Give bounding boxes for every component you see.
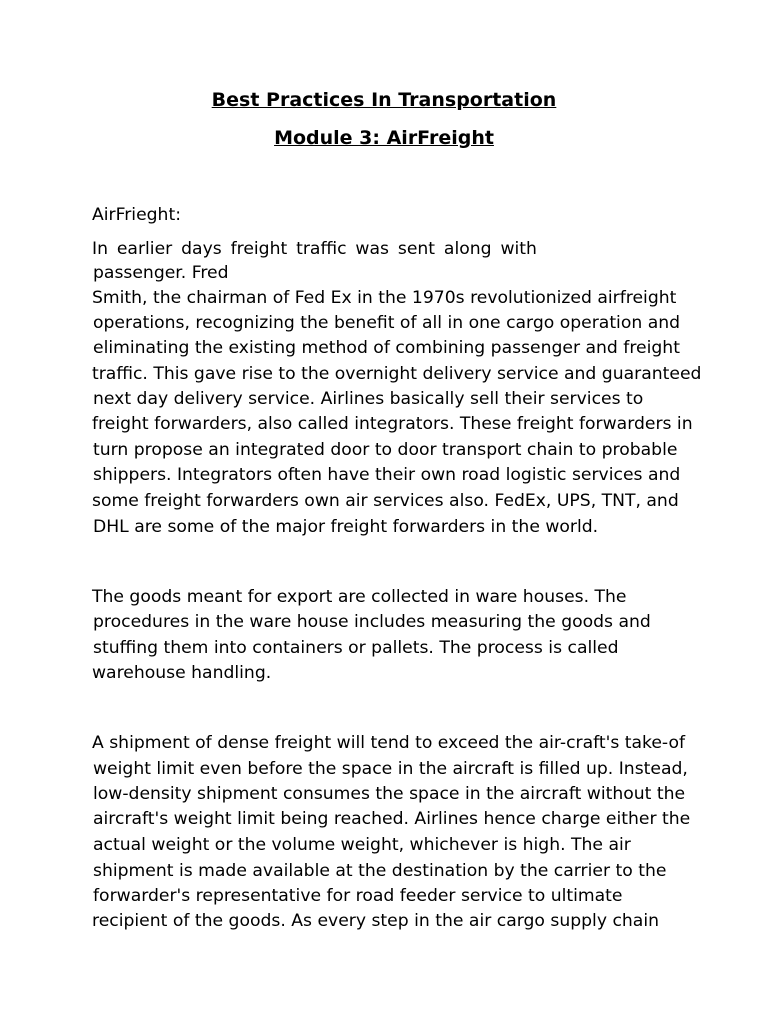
paragraph-3-line: low-density shipment consumes the space in the aircraft without the <box>93 784 686 804</box>
paragraph-3-line: weight limit even before the space in the aircraft is filled up. Instead, <box>93 759 688 779</box>
paragraph-1-line: passenger. Fred <box>93 263 229 283</box>
paragraph-1-line: some freight forwarders own air services also. FedEx, UPS, TNT, and <box>92 491 679 511</box>
paragraph-1-line: traffic. This gave rise to the overnight delivery service and guaranteed <box>92 364 702 384</box>
paragraph-2-line: procedures in the ware house includes measuring the goods and <box>93 612 651 632</box>
paragraph-2-line: The goods meant for export are collected in ware houses. The <box>92 587 627 607</box>
word: with <box>500 239 537 259</box>
paragraph-3-line: aircraft's weight limit being reached. Airlines hence charge either the <box>93 809 691 829</box>
paragraph-3-line: shipment is made available at the destination by the carrier to the <box>93 861 667 881</box>
paragraph-3-line: forwarder's representative for road feeder service to ultimate <box>93 886 623 906</box>
word: In <box>92 239 108 259</box>
paragraph-1-line: turn propose an integrated door to door transport chain to probable <box>93 440 678 460</box>
paragraph-3-line: recipient of the goods. As every step in the air cargo supply chain <box>92 911 660 931</box>
module-title: Module 3: AirFreight <box>274 127 494 149</box>
paragraph-1-line: freight forwarders, also called integrators. These freight forwarders in <box>92 414 693 434</box>
word: days <box>181 239 222 259</box>
section-heading: AirFrieght: <box>92 205 181 225</box>
paragraph-3-line: actual weight or the volume weight, whichever is high. The air <box>93 835 631 855</box>
paragraph-1-first-line <box>92 238 537 260</box>
paragraph-1-line: operations, recognizing the benefit of all in one cargo operation and <box>93 313 681 333</box>
paragraph-3-line: A shipment of dense freight will tend to exceed the air-craft's take-of <box>92 733 686 753</box>
paragraph-1-line: shippers. Integrators often have their own road logistic services and <box>93 465 681 485</box>
paragraph-1-line: next day delivery service. Airlines basically sell their services to <box>93 389 644 409</box>
word: sent <box>397 239 436 259</box>
paragraph-2-line: warehouse handling. <box>92 663 272 683</box>
word: was <box>355 239 389 259</box>
paragraph-1-line: eliminating the existing method of combining passenger and freight <box>93 338 680 358</box>
word: along <box>443 239 492 259</box>
word: traffic <box>296 239 347 259</box>
word: earlier <box>116 239 173 259</box>
paragraph-1-line: DHL are some of the major freight forwarders in the world. <box>93 517 599 537</box>
word: freight <box>230 239 288 259</box>
paragraph-1-line: Smith, the chairman of Fed Ex in the 1970s revolutionized airfreight <box>92 288 677 308</box>
paragraph-2-line: stuffing them into containers or pallets. The process is called <box>93 638 619 658</box>
document-title: Best Practices In Transportation <box>211 89 557 111</box>
